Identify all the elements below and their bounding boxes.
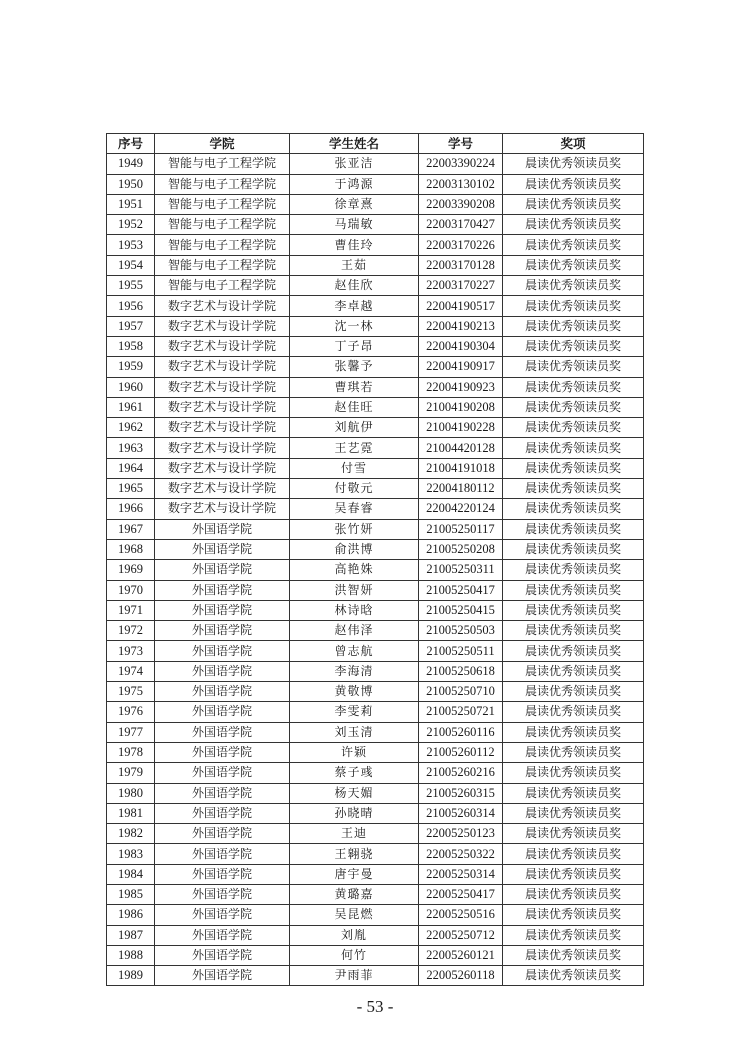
cell-college: 数字艺术与设计学院 (155, 296, 290, 316)
cell-student-id: 21004190208 (419, 397, 503, 417)
cell-student-name: 许颖 (290, 742, 419, 762)
cell-student-name: 王迪 (290, 824, 419, 844)
cell-student-id: 22005250123 (419, 824, 503, 844)
cell-college: 外国语学院 (155, 580, 290, 600)
cell-college: 智能与电子工程学院 (155, 276, 290, 296)
cell-college: 外国语学院 (155, 519, 290, 539)
cell-student-id: 21004190228 (419, 418, 503, 438)
cell-award: 晨读优秀领读员奖 (503, 458, 644, 478)
cell-award: 晨读优秀领读员奖 (503, 945, 644, 965)
cell-student-name: 赵伟泽 (290, 621, 419, 641)
cell-student-name: 黄敬博 (290, 682, 419, 702)
cell-index: 1988 (107, 945, 155, 965)
cell-student-name: 尹雨菲 (290, 966, 419, 986)
table-row (107, 316, 644, 336)
header-student-id: 学号 (419, 134, 503, 154)
cell-award: 晨读优秀领读员奖 (503, 763, 644, 783)
cell-student-id: 22004190917 (419, 357, 503, 377)
cell-award: 晨读优秀领读员奖 (503, 194, 644, 214)
table-header-row (107, 134, 644, 154)
cell-award: 晨读优秀领读员奖 (503, 925, 644, 945)
cell-index: 1950 (107, 174, 155, 194)
cell-student-id: 21005260112 (419, 742, 503, 762)
cell-student-id: 21004420128 (419, 438, 503, 458)
cell-award: 晨读优秀领读员奖 (503, 641, 644, 661)
cell-student-name: 王茹 (290, 255, 419, 275)
cell-index: 1958 (107, 336, 155, 356)
cell-student-id: 21005260216 (419, 763, 503, 783)
cell-student-name: 李卓越 (290, 296, 419, 316)
cell-index: 1982 (107, 824, 155, 844)
cell-award: 晨读优秀领读员奖 (503, 296, 644, 316)
cell-student-name: 刘航伊 (290, 418, 419, 438)
cell-index: 1962 (107, 418, 155, 438)
cell-college: 外国语学院 (155, 966, 290, 986)
cell-index: 1984 (107, 864, 155, 884)
cell-student-id: 21005260314 (419, 803, 503, 823)
cell-college: 数字艺术与设计学院 (155, 397, 290, 417)
cell-student-name: 洪智妍 (290, 580, 419, 600)
cell-college: 外国语学院 (155, 803, 290, 823)
cell-college: 外国语学院 (155, 824, 290, 844)
cell-student-id: 22003390208 (419, 194, 503, 214)
cell-college: 外国语学院 (155, 682, 290, 702)
cell-student-name: 付敬元 (290, 479, 419, 499)
table-row (107, 235, 644, 255)
header-award: 奖项 (503, 134, 644, 154)
cell-award: 晨读优秀领读员奖 (503, 519, 644, 539)
cell-student-id: 22005250516 (419, 905, 503, 925)
cell-student-name: 曹琪若 (290, 377, 419, 397)
cell-student-id: 22005250417 (419, 884, 503, 904)
cell-student-id: 22003170427 (419, 215, 503, 235)
cell-index: 1953 (107, 235, 155, 255)
cell-student-id: 21005260315 (419, 783, 503, 803)
cell-student-name: 蔡子彧 (290, 763, 419, 783)
cell-student-id: 22005250314 (419, 864, 503, 884)
cell-student-id: 22004220124 (419, 499, 503, 519)
cell-student-name: 张竹妍 (290, 519, 419, 539)
cell-college: 智能与电子工程学院 (155, 235, 290, 255)
cell-student-name: 丁子昂 (290, 336, 419, 356)
cell-college: 外国语学院 (155, 661, 290, 681)
cell-student-id: 22003170226 (419, 235, 503, 255)
cell-college: 外国语学院 (155, 560, 290, 580)
cell-student-id: 21005250503 (419, 621, 503, 641)
cell-award: 晨读优秀领读员奖 (503, 418, 644, 438)
cell-college: 外国语学院 (155, 864, 290, 884)
table-row (107, 418, 644, 438)
cell-college: 外国语学院 (155, 600, 290, 620)
cell-index: 1972 (107, 621, 155, 641)
cell-award: 晨读优秀领读员奖 (503, 174, 644, 194)
table-row (107, 519, 644, 539)
table-row (107, 580, 644, 600)
table-row (107, 864, 644, 884)
table-row (107, 479, 644, 499)
cell-index: 1951 (107, 194, 155, 214)
cell-award: 晨读优秀领读员奖 (503, 215, 644, 235)
cell-student-id: 22004180112 (419, 479, 503, 499)
cell-college: 外国语学院 (155, 783, 290, 803)
cell-student-id: 21005260116 (419, 722, 503, 742)
cell-student-name: 赵佳欣 (290, 276, 419, 296)
table-row (107, 194, 644, 214)
cell-student-id: 21004191018 (419, 458, 503, 478)
cell-award: 晨读优秀领读员奖 (503, 357, 644, 377)
cell-student-id: 22003170227 (419, 276, 503, 296)
cell-student-name: 王艺霓 (290, 438, 419, 458)
cell-index: 1952 (107, 215, 155, 235)
cell-index: 1957 (107, 316, 155, 336)
table-row (107, 438, 644, 458)
cell-award: 晨读优秀领读员奖 (503, 661, 644, 681)
cell-award: 晨读优秀领读员奖 (503, 702, 644, 722)
cell-student-id: 21005250415 (419, 600, 503, 620)
cell-student-name: 刘胤 (290, 925, 419, 945)
cell-index: 1960 (107, 377, 155, 397)
cell-award: 晨读优秀领读员奖 (503, 905, 644, 925)
cell-index: 1981 (107, 803, 155, 823)
cell-student-name: 黄璐嘉 (290, 884, 419, 904)
cell-award: 晨读优秀领读员奖 (503, 235, 644, 255)
cell-award: 晨读优秀领读员奖 (503, 499, 644, 519)
cell-award: 晨读优秀领读员奖 (503, 580, 644, 600)
table-row (107, 884, 644, 904)
cell-index: 1976 (107, 702, 155, 722)
cell-college: 外国语学院 (155, 641, 290, 661)
cell-student-name: 高艳姝 (290, 560, 419, 580)
cell-student-id: 21005250721 (419, 702, 503, 722)
cell-award: 晨读优秀领读员奖 (503, 824, 644, 844)
cell-index: 1955 (107, 276, 155, 296)
cell-index: 1969 (107, 560, 155, 580)
cell-student-id: 22005260121 (419, 945, 503, 965)
cell-student-name: 王翱骁 (290, 844, 419, 864)
cell-student-name: 曾志航 (290, 641, 419, 661)
cell-student-id: 21005250710 (419, 682, 503, 702)
cell-student-id: 22004190213 (419, 316, 503, 336)
cell-student-name: 刘玉清 (290, 722, 419, 742)
cell-student-name: 孙晓晴 (290, 803, 419, 823)
cell-college: 智能与电子工程学院 (155, 174, 290, 194)
cell-award: 晨读优秀领读员奖 (503, 154, 644, 174)
cell-award: 晨读优秀领读员奖 (503, 600, 644, 620)
cell-award: 晨读优秀领读员奖 (503, 479, 644, 499)
cell-college: 智能与电子工程学院 (155, 154, 290, 174)
cell-award: 晨读优秀领读员奖 (503, 682, 644, 702)
cell-student-name: 赵佳旺 (290, 397, 419, 417)
cell-student-id: 22005250322 (419, 844, 503, 864)
cell-student-id: 22003390224 (419, 154, 503, 174)
cell-college: 外国语学院 (155, 905, 290, 925)
cell-student-id: 22005260118 (419, 966, 503, 986)
table-row (107, 539, 644, 559)
cell-index: 1978 (107, 742, 155, 762)
cell-student-name: 吴昆燃 (290, 905, 419, 925)
cell-college: 数字艺术与设计学院 (155, 458, 290, 478)
cell-index: 1966 (107, 499, 155, 519)
table-row (107, 499, 644, 519)
cell-college: 数字艺术与设计学院 (155, 357, 290, 377)
cell-student-name: 唐宇曼 (290, 864, 419, 884)
cell-college: 数字艺术与设计学院 (155, 316, 290, 336)
cell-index: 1975 (107, 682, 155, 702)
cell-award: 晨读优秀领读员奖 (503, 539, 644, 559)
table-row (107, 803, 644, 823)
cell-student-name: 张亚洁 (290, 154, 419, 174)
cell-student-id: 21005250511 (419, 641, 503, 661)
cell-college: 智能与电子工程学院 (155, 215, 290, 235)
cell-college: 外国语学院 (155, 945, 290, 965)
cell-student-name: 何竹 (290, 945, 419, 965)
page-number: - 53 - (356, 997, 394, 1016)
table-row (107, 742, 644, 762)
cell-award: 晨读优秀领读员奖 (503, 438, 644, 458)
cell-index: 1983 (107, 844, 155, 864)
table-row (107, 661, 644, 681)
table-row (107, 844, 644, 864)
cell-college: 数字艺术与设计学院 (155, 418, 290, 438)
table-row (107, 600, 644, 620)
cell-college: 数字艺术与设计学院 (155, 336, 290, 356)
table-row (107, 255, 644, 275)
cell-award: 晨读优秀领读员奖 (503, 966, 644, 986)
table-row (107, 377, 644, 397)
table-row (107, 702, 644, 722)
table-row (107, 621, 644, 641)
table-row (107, 722, 644, 742)
table-row (107, 905, 644, 925)
cell-student-id: 22003130102 (419, 174, 503, 194)
cell-college: 数字艺术与设计学院 (155, 499, 290, 519)
cell-student-id: 21005250417 (419, 580, 503, 600)
cell-award: 晨读优秀领读员奖 (503, 377, 644, 397)
cell-award: 晨读优秀领读员奖 (503, 722, 644, 742)
cell-college: 外国语学院 (155, 925, 290, 945)
table-row (107, 966, 644, 986)
header-index: 序号 (107, 134, 155, 154)
cell-student-id: 21005250208 (419, 539, 503, 559)
cell-college: 数字艺术与设计学院 (155, 479, 290, 499)
table-row (107, 357, 644, 377)
cell-student-name: 马瑞敏 (290, 215, 419, 235)
cell-index: 1964 (107, 458, 155, 478)
cell-student-name: 李海清 (290, 661, 419, 681)
cell-student-name: 曹佳玲 (290, 235, 419, 255)
cell-student-name: 俞洪博 (290, 539, 419, 559)
cell-college: 外国语学院 (155, 884, 290, 904)
cell-index: 1961 (107, 397, 155, 417)
table-row (107, 925, 644, 945)
cell-index: 1965 (107, 479, 155, 499)
cell-index: 1977 (107, 722, 155, 742)
cell-index: 1973 (107, 641, 155, 661)
cell-student-name: 付雪 (290, 458, 419, 478)
award-table (106, 133, 644, 986)
header-student-name: 学生姓名 (290, 134, 419, 154)
table-row (107, 154, 644, 174)
cell-award: 晨读优秀领读员奖 (503, 884, 644, 904)
cell-award: 晨读优秀领读员奖 (503, 621, 644, 641)
cell-award: 晨读优秀领读员奖 (503, 255, 644, 275)
cell-index: 1970 (107, 580, 155, 600)
cell-student-name: 林诗晗 (290, 600, 419, 620)
cell-college: 数字艺术与设计学院 (155, 377, 290, 397)
cell-index: 1963 (107, 438, 155, 458)
cell-index: 1954 (107, 255, 155, 275)
table-row (107, 560, 644, 580)
cell-index: 1980 (107, 783, 155, 803)
cell-student-name: 沈一林 (290, 316, 419, 336)
cell-award: 晨读优秀领读员奖 (503, 803, 644, 823)
cell-college: 智能与电子工程学院 (155, 194, 290, 214)
table-row (107, 397, 644, 417)
cell-student-id: 21005250311 (419, 560, 503, 580)
table-row (107, 336, 644, 356)
table-row (107, 276, 644, 296)
cell-college: 外国语学院 (155, 539, 290, 559)
cell-index: 1968 (107, 539, 155, 559)
table-row (107, 945, 644, 965)
cell-student-id: 22005250712 (419, 925, 503, 945)
cell-student-name: 李雯莉 (290, 702, 419, 722)
cell-award: 晨读优秀领读员奖 (503, 783, 644, 803)
cell-award: 晨读优秀领读员奖 (503, 397, 644, 417)
table-body (107, 154, 644, 986)
cell-student-id: 22004190304 (419, 336, 503, 356)
table-row (107, 763, 644, 783)
cell-index: 1967 (107, 519, 155, 539)
cell-college: 数字艺术与设计学院 (155, 438, 290, 458)
cell-index: 1979 (107, 763, 155, 783)
cell-index: 1985 (107, 884, 155, 904)
cell-college: 外国语学院 (155, 621, 290, 641)
cell-student-id: 22004190517 (419, 296, 503, 316)
cell-student-name: 张馨予 (290, 357, 419, 377)
cell-award: 晨读优秀领读员奖 (503, 316, 644, 336)
cell-index: 1987 (107, 925, 155, 945)
table-row (107, 296, 644, 316)
cell-index: 1989 (107, 966, 155, 986)
table-row (107, 174, 644, 194)
cell-student-name: 于鸿源 (290, 174, 419, 194)
cell-student-id: 21005250618 (419, 661, 503, 681)
cell-college: 外国语学院 (155, 742, 290, 762)
cell-index: 1956 (107, 296, 155, 316)
cell-college: 外国语学院 (155, 844, 290, 864)
cell-student-name: 吴春睿 (290, 499, 419, 519)
cell-award: 晨读优秀领读员奖 (503, 336, 644, 356)
cell-student-id: 22003170128 (419, 255, 503, 275)
cell-award: 晨读优秀领读员奖 (503, 742, 644, 762)
cell-award: 晨读优秀领读员奖 (503, 864, 644, 884)
cell-index: 1986 (107, 905, 155, 925)
cell-student-id: 21005250117 (419, 519, 503, 539)
table-row (107, 215, 644, 235)
cell-student-id: 22004190923 (419, 377, 503, 397)
table-row (107, 783, 644, 803)
table-row (107, 641, 644, 661)
cell-college: 外国语学院 (155, 722, 290, 742)
header-college: 学院 (155, 134, 290, 154)
cell-index: 1974 (107, 661, 155, 681)
cell-award: 晨读优秀领读员奖 (503, 276, 644, 296)
cell-student-name: 杨天媚 (290, 783, 419, 803)
cell-student-name: 徐章熹 (290, 194, 419, 214)
cell-college: 外国语学院 (155, 702, 290, 722)
cell-index: 1949 (107, 154, 155, 174)
cell-award: 晨读优秀领读员奖 (503, 560, 644, 580)
cell-college: 外国语学院 (155, 763, 290, 783)
table-row (107, 824, 644, 844)
cell-index: 1959 (107, 357, 155, 377)
cell-college: 智能与电子工程学院 (155, 255, 290, 275)
table-row (107, 458, 644, 478)
cell-index: 1971 (107, 600, 155, 620)
table-row (107, 682, 644, 702)
cell-award: 晨读优秀领读员奖 (503, 844, 644, 864)
